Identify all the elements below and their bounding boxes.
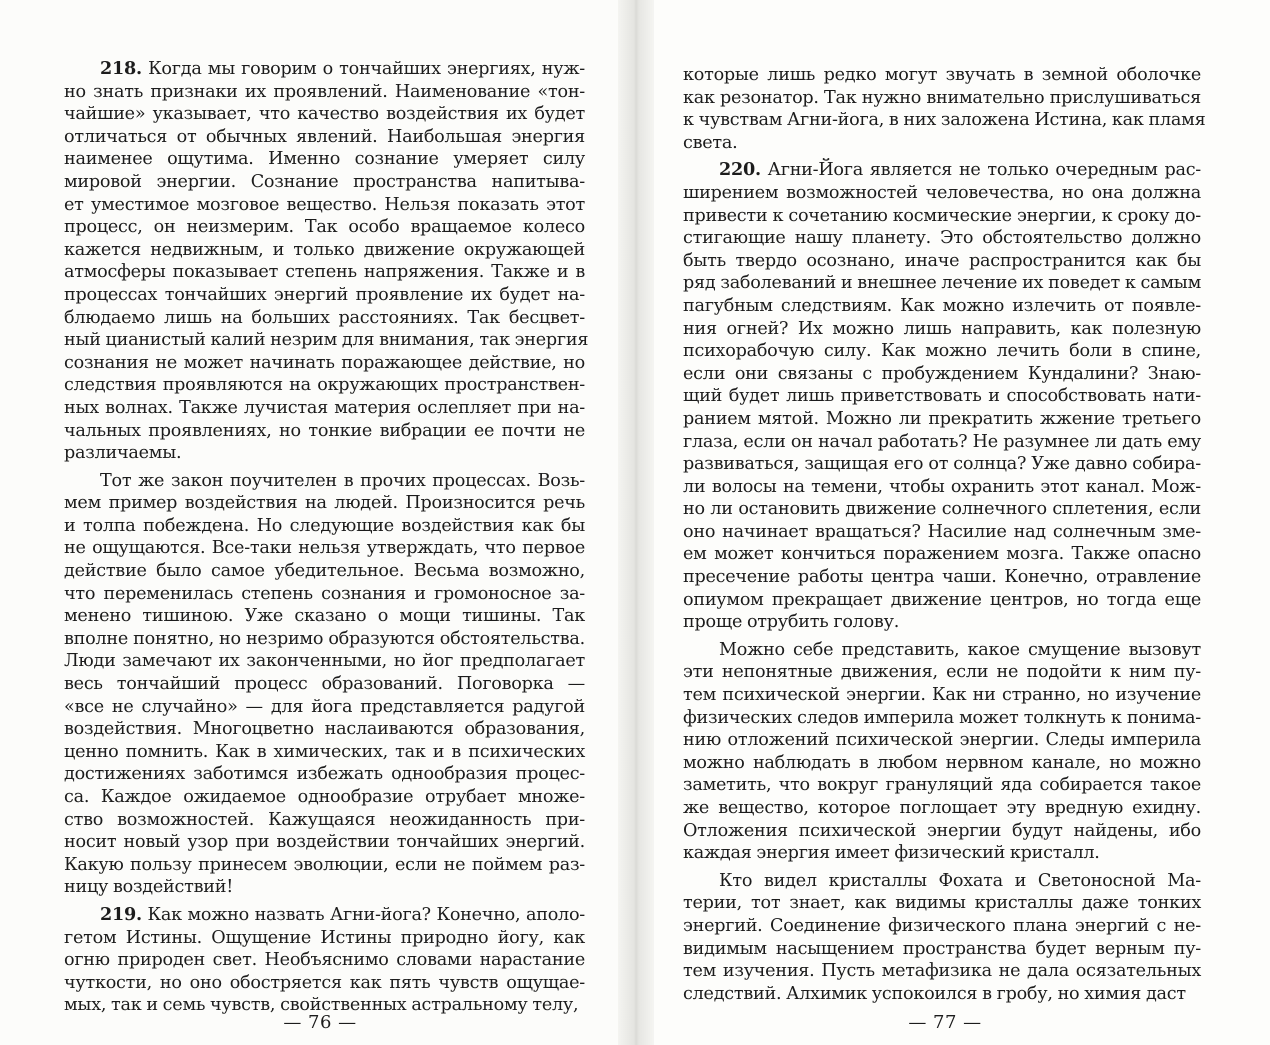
- line-text: энергий. Соединение физического плана энергий с не-: [683, 915, 1201, 936]
- text-line: [64, 58, 585, 81]
- line-text: к чувствам Агни-йога, в них заложена Истина, как пламя: [683, 110, 1206, 131]
- text-line: [64, 103, 585, 126]
- line-text: мем пример воздействия на людей. Произносится речь: [64, 493, 585, 514]
- text-line: [64, 718, 585, 741]
- line-text: пагубным следствиям. Как можно излечить от появле-: [683, 295, 1201, 316]
- text-line: [64, 374, 585, 397]
- text-line: [683, 820, 1201, 843]
- line-text: как резонатор. Так нужно внимательно прислушиваться: [683, 87, 1201, 108]
- line-text: стигающие нашу планету. Это обстоятельство должно: [683, 228, 1201, 249]
- line-text: Отложения психической энергии будут найдены, ибо: [683, 820, 1201, 841]
- line-text: можно наблюдать в любом нервном канале, но можно: [683, 752, 1201, 773]
- text-line: [64, 397, 585, 420]
- line-text: ния огней? Их можно лишь направить, как полезную: [683, 318, 1201, 339]
- text-line: [683, 661, 1201, 684]
- text-line: [683, 707, 1201, 730]
- line-text: ценно помнить. Как в химических, так и в психических: [64, 741, 585, 762]
- line-text: различаемы.: [64, 443, 182, 464]
- text-line: [683, 960, 1201, 983]
- book-gutter: [618, 0, 654, 1045]
- line-text: Какую пользу принесем эволюции, если не поймем раз-: [64, 854, 585, 875]
- text-line: [64, 81, 585, 104]
- text-line: [683, 639, 1201, 662]
- line-text: огню природен свет. Необъяснимо словами нарастание: [64, 950, 585, 971]
- text-line: [64, 809, 585, 832]
- text-line: [64, 876, 585, 899]
- text-line: [64, 904, 585, 927]
- text-line: [683, 521, 1201, 544]
- text-line: [64, 741, 585, 764]
- line-text: процесс, он неизмерим. Так особо вращаемое колесо: [64, 217, 585, 238]
- text-line: [64, 650, 585, 673]
- line-text: ет уместимое мозговое вещество. Нельзя показать этот: [64, 194, 585, 215]
- line-text: следствия проявляются на окружающих пространствен-: [64, 375, 585, 396]
- text-line: [64, 329, 589, 352]
- line-text: действие было самое убедительное. Весьма возможно,: [64, 561, 585, 582]
- left-page-text: [64, 58, 589, 1017]
- text-line: [64, 515, 585, 538]
- line-text: ство возможностей. Кажущаяся неожиданность при-: [64, 809, 585, 830]
- line-text: глаза, если он начал работать? Не разумнее ли дать ему: [683, 431, 1201, 452]
- page-number-right: — 77 —: [908, 1012, 982, 1033]
- line-text: гетом Истины. Ощущение Истины природно йогу, как: [64, 927, 585, 948]
- line-text: проще отрубить голову.: [683, 612, 900, 633]
- text-line: [64, 492, 585, 515]
- text-line: [683, 842, 1201, 865]
- line-text: ных волнах. Также лучистая материя ослепляет при на-: [64, 397, 585, 418]
- text-line: [683, 408, 1201, 431]
- line-text: весь тончайший процесс образований. Поговорка —: [64, 674, 585, 695]
- line-text: что переменилась степень сознания и громоносное за-: [64, 583, 585, 604]
- text-line: [64, 442, 585, 465]
- text-line: [683, 64, 1201, 87]
- text-line: [683, 272, 1201, 295]
- line-text: менено тишиною. Уже сказано о мощи тишины. Так: [64, 606, 585, 627]
- line-text: Когда мы говорим о тончайших энергиях, нуж-: [141, 59, 585, 79]
- text-line: [64, 696, 585, 719]
- text-line: [683, 250, 1201, 273]
- line-text: Можно себе представить, какое смущение вызовут: [719, 639, 1201, 660]
- text-line: [683, 109, 1206, 132]
- line-text: терии, тот знает, как видимы кристаллы даже тонких: [683, 893, 1201, 914]
- text-line: [64, 126, 585, 149]
- text-line: [683, 915, 1201, 938]
- text-line: [683, 476, 1201, 499]
- line-text: Тот же закон поучителен в прочих процессах. Возь-: [100, 470, 585, 491]
- line-text: носит новый узор при воздействии тончайших энергий.: [64, 832, 585, 853]
- text-line: [683, 453, 1201, 476]
- text-line: [64, 352, 585, 375]
- text-line: [64, 583, 585, 606]
- line-text: света.: [683, 132, 738, 153]
- line-text: не ощущаются. Все-таки нельзя утверждать, что первое: [64, 538, 585, 559]
- line-text: Агни-Йога является не только очередным рас-: [760, 160, 1201, 181]
- page-number-left: — 76 —: [283, 1012, 357, 1033]
- text-line: [64, 420, 585, 443]
- text-line: [683, 87, 1201, 110]
- line-text: нию отложений психической энергии. Следы империла: [683, 730, 1201, 751]
- line-text: ранием мятой. Можно ли прекратить жжение третьего: [683, 408, 1201, 429]
- line-text: ли волосы на темени, чтобы охранить этот канал. Мож-: [683, 476, 1201, 497]
- text-line: [64, 831, 585, 854]
- text-line: [683, 797, 1201, 820]
- line-text: воздействия. Многоцветно наслаиваются образования,: [64, 719, 585, 740]
- line-text: чуткости, но оно обостряется как пять чувств ощущае-: [64, 972, 585, 993]
- text-line: [683, 295, 1201, 318]
- text-line: [683, 498, 1201, 521]
- line-text: мировой энергии. Сознание пространства напитыва-: [64, 171, 585, 192]
- line-text: ряд заболеваний и внешнее лечение их поведет к самым: [683, 273, 1201, 294]
- line-text: эти непонятные движения, если не подойти к ним пу-: [683, 662, 1201, 683]
- text-line: [683, 684, 1201, 707]
- line-text: отличаться от обычных явлений. Наибольшая энергия: [64, 126, 585, 147]
- line-text: ширением возможностей человечества, но она должна: [683, 182, 1201, 203]
- text-line: [683, 363, 1201, 386]
- line-text: чайшие» указывает, что качество воздействия их будет: [64, 104, 585, 125]
- paragraph-number: 219.: [100, 903, 142, 925]
- line-text: вполне понятно, но незримо образуются обстоятельства.: [64, 628, 585, 649]
- text-line: [64, 194, 585, 217]
- text-line: [64, 673, 585, 696]
- text-line: [683, 774, 1201, 797]
- line-text: «все не случайно» — для йога представляется радугой: [64, 696, 585, 717]
- line-text: быть твердо осознано, иначе распространится как бы: [683, 250, 1201, 271]
- text-line: [683, 318, 1201, 341]
- line-text: процессах тончайших энергий проявление их будет на-: [64, 284, 585, 305]
- line-text: опиумом прекращает движение центров, но тогда еще: [683, 589, 1201, 610]
- text-line: [64, 261, 585, 284]
- text-line: [683, 566, 1201, 589]
- text-line: [683, 892, 1201, 915]
- line-text: каждая энергия имеет физический кристалл.: [683, 843, 1100, 864]
- text-line: [64, 284, 585, 307]
- text-line: [683, 340, 1201, 363]
- line-text: же вещество, которое поглощает эту вредную ехидну.: [683, 798, 1201, 818]
- line-text: следствий. Алхимик успокоился в гробу, но химия даст: [683, 983, 1186, 1004]
- text-line: [683, 227, 1201, 250]
- text-line: [64, 949, 585, 972]
- text-line: [64, 605, 585, 628]
- text-line: [64, 786, 585, 809]
- text-line: [64, 763, 585, 786]
- line-text: мых, так и семь чувств, свойственных астральному телу,: [64, 995, 579, 1016]
- text-line: [683, 752, 1201, 775]
- text-line: [683, 983, 1201, 1006]
- line-text: тем психической энергии. Как ни странно, но изучение: [683, 685, 1201, 706]
- text-line: [64, 470, 585, 493]
- line-text: са. Каждое ожидаемое однообразие отрубает множе-: [64, 787, 585, 807]
- paragraph-number: 218.: [100, 58, 142, 79]
- line-text: заметить, что вокруг грануляций яда собирается такое: [683, 775, 1201, 796]
- line-text: Как можно назвать Агни-йога? Конечно, аполо-: [141, 904, 585, 925]
- line-text: атмосферы показывает степень напряжения. Также и в: [64, 262, 585, 283]
- line-text: привести к сочетанию космические энергии, к сроку до-: [683, 205, 1201, 226]
- line-text: ницу воздействий!: [64, 877, 234, 898]
- text-line: [683, 938, 1201, 961]
- line-text: Кто видел кристаллы Фохата и Светоносной Ма-: [719, 870, 1201, 891]
- text-line: [64, 307, 585, 330]
- text-line: [64, 628, 585, 651]
- text-line: [64, 148, 585, 171]
- line-text: ный цианистый калий незрим для внимания, так энергия: [64, 330, 589, 351]
- line-text: развиваться, защищая его от солнца? Уже давно собира-: [683, 454, 1201, 475]
- line-text: наименее ощутима. Именно сознание умеряет силу: [64, 149, 585, 170]
- line-text: физических следов империла может толкнуть к понима-: [683, 707, 1201, 728]
- text-line: [683, 205, 1201, 228]
- line-text: оно начинает вращаться? Насилие над солнечным зме-: [683, 521, 1201, 542]
- line-text: но знать признаки их проявлений. Наименование «тон-: [64, 81, 585, 102]
- line-text: психорабочую силу. Как можно лечить боли в спине,: [683, 341, 1201, 362]
- text-line: [683, 870, 1201, 893]
- text-line: [683, 159, 1201, 182]
- text-line: [64, 216, 585, 239]
- line-text: щий будет лишь приветствовать и способствовать нати-: [683, 386, 1201, 407]
- line-text: тем изучения. Пусть метафизика не дала осязательных: [683, 961, 1201, 982]
- line-text: сознания не может начинать поражающее действие, но: [64, 352, 585, 373]
- text-line: [683, 431, 1201, 454]
- text-line: [64, 239, 585, 262]
- line-text: пресечение работы центра чаши. Конечно, отравление: [683, 567, 1201, 588]
- text-line: [64, 972, 585, 995]
- text-line: [683, 589, 1201, 612]
- line-text: Люди замечают их законченными, но йог предполагает: [64, 651, 585, 672]
- line-text: блюдаемо лишь на больших расстояниях. Так бесцвет-: [64, 307, 585, 328]
- line-text: если они связаны с пробуждением Кундалини? Знаю-: [683, 363, 1201, 384]
- text-line: [64, 854, 585, 877]
- line-text: достижениях заботимся избежать однообразия процес-: [64, 764, 585, 785]
- line-text: но ли остановить движение солнечного сплетения, если: [683, 499, 1201, 520]
- right-page-text: [683, 64, 1206, 1005]
- text-line: [683, 611, 1201, 634]
- text-line: [64, 927, 585, 950]
- line-text: чальных проявлениях, но тонкие вибрации ее почти не: [64, 420, 585, 441]
- line-text: ем может кончиться поражением мозга. Также опасно: [683, 544, 1201, 565]
- text-line: [683, 543, 1201, 566]
- text-line: [683, 182, 1201, 205]
- text-line: [64, 171, 585, 194]
- text-line: [683, 385, 1201, 408]
- line-text: которые лишь редко могут звучать в земной оболочке: [683, 65, 1201, 85]
- paragraph-number: 220.: [719, 159, 761, 181]
- line-text: видимым насыщением пространства будет верным пу-: [683, 938, 1201, 959]
- line-text: и толпа побеждена. Но следующие воздействия как бы: [64, 515, 585, 536]
- text-line: [64, 537, 585, 560]
- line-text: кажется недвижным, и только движение окружающей: [64, 239, 585, 260]
- text-line: [683, 729, 1201, 752]
- text-line: [683, 132, 1201, 155]
- text-line: [64, 560, 585, 583]
